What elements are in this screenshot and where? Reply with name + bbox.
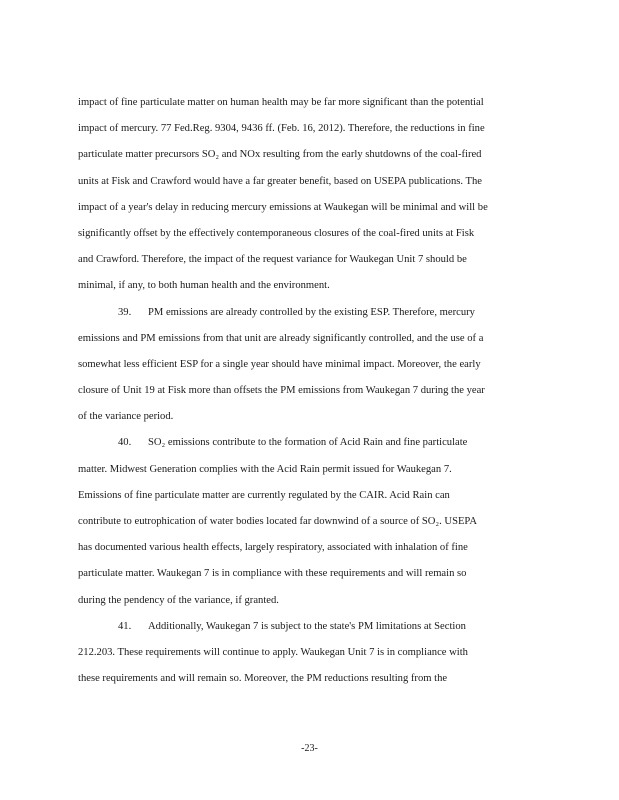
paragraph-number: 39. (118, 306, 132, 318)
body-line: somewhat less efficient ESP for a single year should have minimal impact. Moreover, the early (78, 358, 481, 370)
body-line: contribute to eutrophication of water bodies located far downwind of a source of SO₂. USEPA (78, 516, 478, 527)
body-line: emissions and PM emissions from that unit are already significantly controlled, and the use of a (78, 332, 484, 344)
body-line-text: PM emissions are already controlled by the existing ESP. Therefore, mercury (148, 306, 475, 318)
body-line: during the pendency of the variance, if granted. (78, 594, 279, 606)
document-body (78, 90, 542, 692)
body-line-text: Additionally, Waukegan 7 is subject to the state's PM limitations at Section (148, 620, 466, 632)
body-line-text: SO₂ emissions contribute to the formation of Acid Rain and fine particulate (148, 437, 468, 449)
paragraph-41-first-line (78, 614, 542, 640)
body-line: impact of a year's delay in reducing mercury emissions at Waukegan will be minimal and will be (78, 201, 488, 213)
paragraph-number: 40. (118, 437, 132, 449)
body-line: units at Fisk and Crawford would have a far greater benefit, based on USEPA publications. The (78, 175, 482, 187)
body-line: matter. Midwest Generation complies with the Acid Rain permit issued for Waukegan 7. (78, 463, 452, 475)
body-line: closure of Unit 19 at Fisk more than offsets the PM emissions from Waukegan 7 during the year (78, 385, 485, 397)
paragraph-40-first-line (78, 430, 542, 456)
body-line: impact of mercury. 77 Fed.Reg. 9304, 9436 ff. (Feb. 16, 2012). Therefore, the reductions in fine (78, 123, 485, 135)
body-line: particulate matter. Waukegan 7 is in compliance with these requirements and will remain so (78, 568, 467, 580)
body-line: has documented various health effects, largely respiratory, associated with inhalation of fine (78, 542, 468, 554)
body-line: impact of fine particulate matter on human health may be far more significant than the potential (78, 97, 484, 108)
body-line: particulate matter precursors SO₂ and NOx resulting from the early shutdowns of the coal-fired (78, 149, 482, 161)
body-line: these requirements and will remain so. Moreover, the PM reductions resulting from the (78, 673, 448, 685)
body-line: 212.203. These requirements will continue to apply. Waukegan Unit 7 is in compliance with (78, 646, 468, 658)
body-line: and Crawford. Therefore, the impact of the request variance for Waukegan Unit 7 should be (78, 254, 467, 266)
body-line: minimal, if any, to both human health and the environment. (78, 280, 330, 292)
page-number: -23- (301, 743, 318, 754)
paragraph-number: 41. (118, 620, 132, 632)
body-line: of the variance period. (78, 411, 174, 423)
body-line: Emissions of fine particulate matter are currently regulated by the CAIR. Acid Rain can (78, 489, 450, 501)
paragraph-39-first-line (78, 300, 542, 326)
body-line: significantly offset by the effectively contemporaneous closures of the coal-fired units at Fisk (78, 227, 475, 239)
